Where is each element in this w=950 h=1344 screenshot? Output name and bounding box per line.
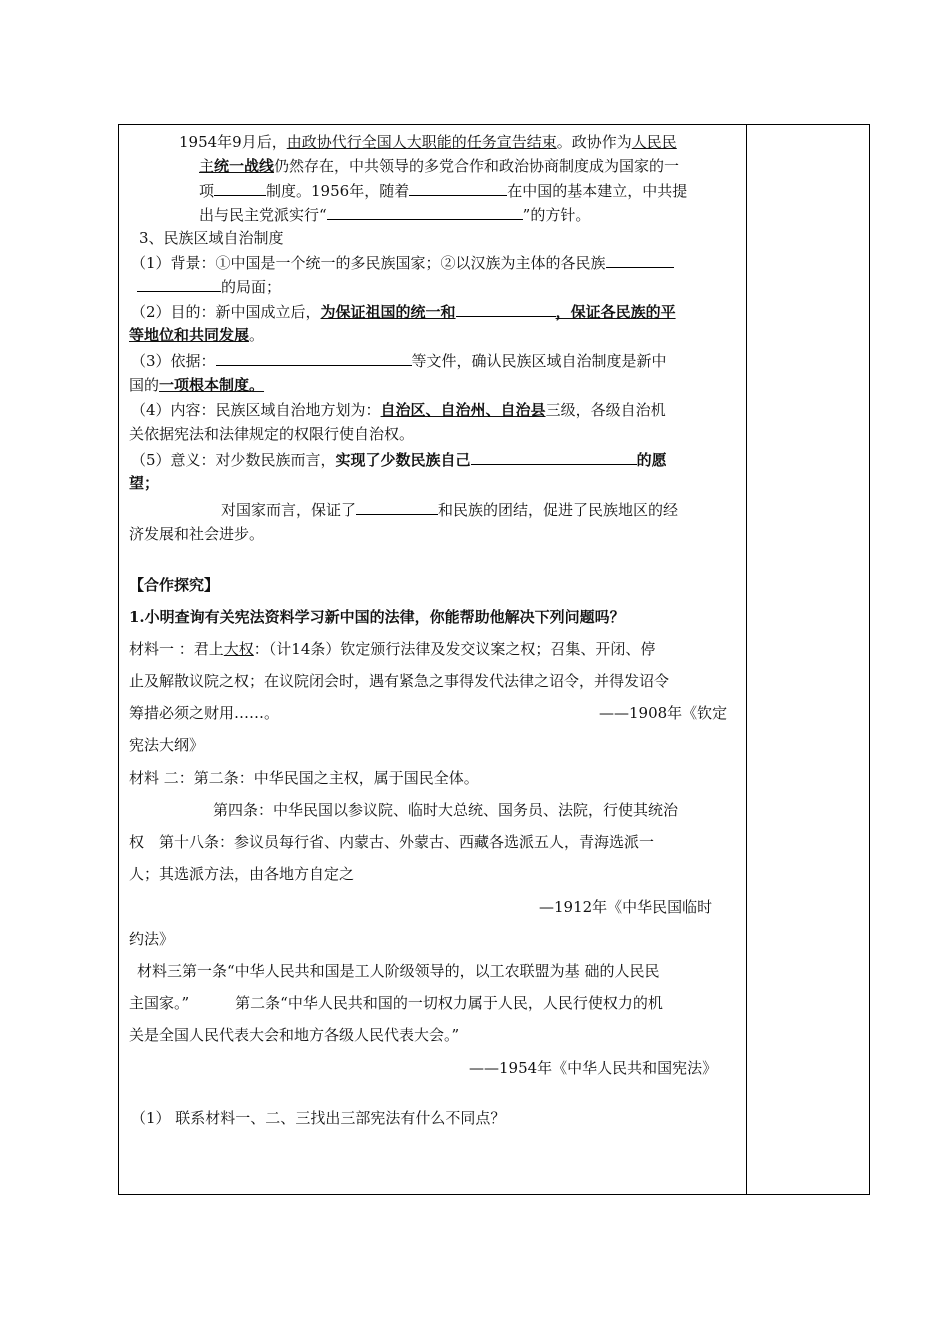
bold-underlined-text: 一项根本制度。 (159, 376, 265, 394)
fill-blank[interactable] (409, 180, 507, 196)
underlined-text: 主 (199, 157, 215, 175)
significance-line1 (131, 449, 667, 471)
para1-line2 (199, 156, 679, 178)
material3-line3: 关是全国人民代表大会和地方各级人民代表大会。” (129, 1026, 460, 1044)
subquestion-1: （1） 联系材料一、二、三找出三部宪法有什么不同点？ (131, 1109, 506, 1127)
fill-blank[interactable] (137, 276, 221, 292)
para1-line3 (199, 180, 687, 202)
material2-source: —1912年《中华民国临时 (539, 898, 713, 916)
bold-underlined-text: ，保证各民族的平 (555, 303, 676, 321)
material3-source: ——1954年《中华人民共和国宪法》 (469, 1059, 718, 1077)
text: 制度。1956年，随着 (266, 182, 410, 200)
material1-line4: 宪法大纲》 (129, 736, 205, 754)
section-heading: 3、民族区域自治制度 (139, 229, 284, 247)
significance-line2: 望； (129, 474, 160, 492)
bold-underlined-text: 统一战线 (214, 157, 275, 175)
text: 等文件，确认民族区域自治制度是新中 (411, 352, 667, 370)
text: 在中国的基本建立，中共提 (507, 182, 688, 200)
content-line2: 关依据宪法和法律规定的权限行使自治权。 (129, 425, 415, 443)
question-1: 1.小明查询有关宪法资料学习新中国的法律，你能帮助他解决下列问题吗？ (129, 608, 625, 626)
material2-line2: 第四条：中华民国以参议院、临时大总统、国务员、法院，行使其统治 (213, 801, 679, 819)
material2-line3: 权 第十八条：参议员每行省、内蒙古、外蒙古、西藏各选派五人，青海选派一 (129, 833, 655, 851)
underlined-text: 由政协代行全国人大职能的任务宣告结束 (286, 133, 557, 151)
bold-underlined-text: 等地位和共同发展 (129, 326, 250, 344)
significance-line4: 济发展和社会进步。 (129, 525, 265, 543)
text: 对国家而言，保证了 (221, 501, 357, 519)
significance-line3 (221, 499, 678, 521)
text: （5）意义：对少数民族而言， (131, 451, 336, 469)
bold-text: 的愿 (636, 451, 667, 469)
text: （1）背景：①中国是一个统一的多民族国家；②以汉族为主体的各民族 (131, 254, 606, 272)
material1-line1 (129, 639, 655, 661)
background-line2 (137, 276, 281, 298)
text: 。 (249, 326, 265, 344)
material1-line3: 筹措必须之财用……。 (129, 704, 280, 722)
fill-blank[interactable] (356, 499, 438, 515)
text: 国的 (129, 376, 160, 394)
aim-line1 (131, 301, 676, 323)
content-line1 (131, 400, 666, 422)
basis-line1 (131, 350, 667, 372)
material1-source: ——1908年《钦定 (599, 704, 728, 722)
text: 主国家。” (129, 994, 190, 1012)
fill-blank[interactable] (214, 180, 266, 196)
notes-cell[interactable] (747, 125, 869, 1194)
material1-line2: 止及解散议院之权；在议院闭会时，遇有紧急之事得发代法律之诏令，并得发诏令 (129, 672, 670, 690)
text: 材料一 ：君上 (129, 640, 224, 658)
aim-line2 (129, 325, 264, 347)
para1-line1 (179, 132, 677, 154)
text: ：（计14条）钦定颁行法律及发交议案之权；召集、开闭、停 (253, 640, 656, 658)
worksheet-table (118, 124, 870, 1195)
fill-blank[interactable] (456, 301, 556, 317)
underlined-text: 大权 (223, 640, 254, 658)
bold-text: 实现了少数民族自己 (335, 451, 471, 469)
text: 仍然存在，中共领导的多党合作和政治协商制度成为国家的一 (274, 157, 680, 175)
basis-line2 (129, 375, 264, 397)
background-line1 (131, 252, 674, 274)
bold-underlined-text: 为保证祖国的统一和 (320, 303, 456, 321)
text: 出与民主党派实行“ (199, 206, 327, 224)
text: 。政协作为 (556, 133, 632, 151)
coop-heading: 【合作探究】 (129, 576, 220, 594)
text: 的局面； (221, 278, 282, 296)
text: （3）依据： (131, 352, 216, 370)
material2-line1: 材料 二：第二条：中华民国之主权，属于国民全体。 (129, 769, 479, 787)
text: 三级，各级自治机 (545, 401, 666, 419)
text: （2）目的：新中国成立后， (131, 303, 321, 321)
text: 和民族的团结，促进了民族地区的经 (438, 501, 679, 519)
material2-line4: 人；其选派方法，由各地方自定之 (129, 865, 355, 883)
material2-line6: 约法》 (129, 930, 175, 948)
fill-blank[interactable] (216, 350, 412, 366)
fill-blank[interactable] (606, 252, 674, 268)
material3-line1: 材料三第一条“中华人民共和国是工人阶级领导的，以工农联盟为基 础的人民民 (137, 962, 660, 980)
bold-underlined-text: 自治区、自治州、自治县 (380, 401, 546, 419)
fill-blank[interactable] (471, 449, 637, 465)
text: 项 (199, 182, 215, 200)
material3-line2 (129, 993, 663, 1015)
fill-blank[interactable] (327, 204, 523, 220)
text: 第二条“中华人民共和国的一切权力属于人民，人民行使权力的机 (235, 994, 663, 1012)
para1-line4 (199, 204, 590, 226)
underlined-text: 人民民 (631, 133, 677, 151)
text: 1954年9月后， (179, 133, 287, 151)
text: ”的方针。 (522, 206, 591, 224)
text: （4）内容：民族区域自治地方划为： (131, 401, 381, 419)
